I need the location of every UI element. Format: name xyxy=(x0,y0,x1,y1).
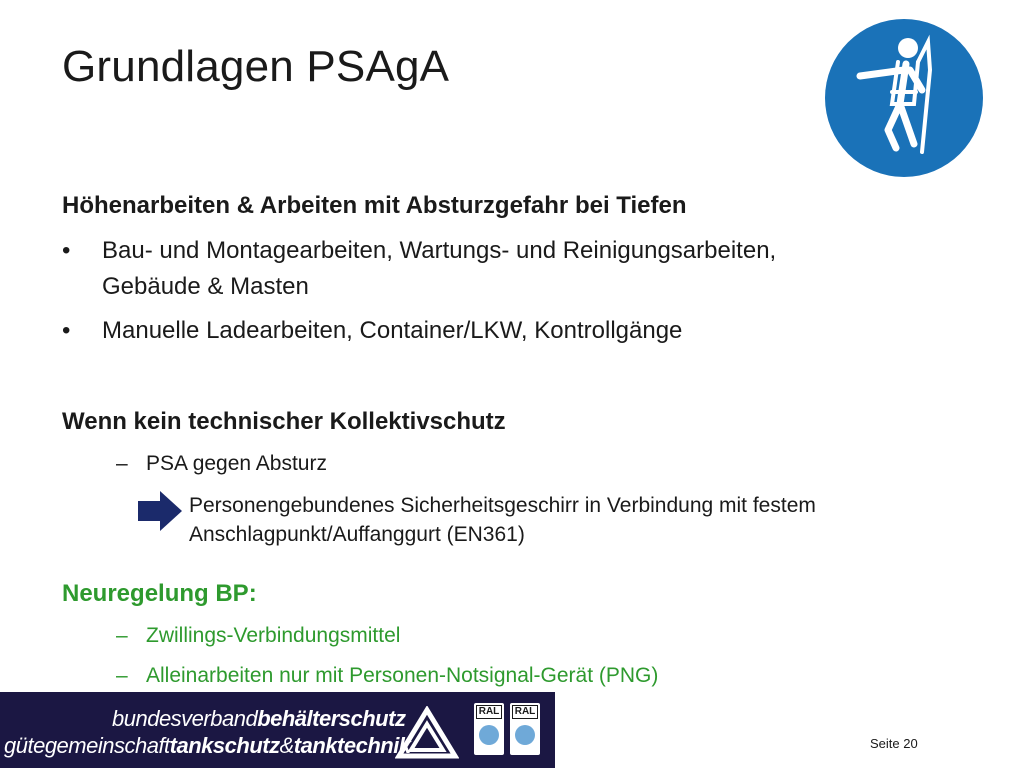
ral-label: RAL xyxy=(512,705,538,719)
section-heading-collective: Wenn kein technischer Kollektivschutz xyxy=(62,408,506,435)
new-rule-item: Alleinarbeiten nur mit Personen-Notsignal-Gerät (PNG) xyxy=(146,664,659,687)
bullet-marker: • xyxy=(62,317,71,344)
bullet-marker: • xyxy=(62,237,71,264)
triangle-logo-icon xyxy=(395,706,459,760)
sub-item-text: PSA gegen Absturz xyxy=(146,452,327,475)
dash-marker: – xyxy=(116,664,128,687)
ral-seal xyxy=(474,703,504,755)
bullet-text: Manuelle Ladearbeiten, Container/LKW, Kontrollgänge xyxy=(102,317,683,344)
footer-bold: tankschutz xyxy=(169,733,280,758)
ral-badge-icon xyxy=(515,725,535,745)
dash-marker: – xyxy=(116,452,128,475)
ral-label: RAL xyxy=(476,705,502,719)
ral-seal xyxy=(510,703,540,755)
section-heading-heights: Höhenarbeiten & Arbeiten mit Absturzgefahr bei Tiefen xyxy=(62,192,687,219)
page-number: Seite 20 xyxy=(870,736,918,751)
dash-marker: – xyxy=(116,624,128,647)
harness-mandatory-sign-icon xyxy=(818,12,990,184)
footer-prefix: gütegemeinschaft xyxy=(4,733,170,758)
arrow-item-text: Personengebundenes Sicherheitsgeschirr in Verbindung mit festem Anschlagpunkt/Auffanggurt (EN361) xyxy=(189,494,816,546)
ral-badge-icon xyxy=(479,725,499,745)
bullet-text: Bau- und Montagearbeiten, Wartungs- und Reinigungsarbeiten, Gebäude & Masten xyxy=(102,237,777,300)
section-heading-new-rule: Neuregelung BP: xyxy=(62,580,257,607)
footer-bold: behälterschutz xyxy=(257,706,406,731)
footer-prefix: bundesverband xyxy=(112,706,258,731)
footer-bold: tanktechnik xyxy=(293,733,411,758)
footer-line-quality xyxy=(4,733,411,759)
new-rule-item: Zwillings-Verbindungsmittel xyxy=(146,624,401,647)
footer-line-association xyxy=(112,706,405,732)
slide-title: Grundlagen PSAgA xyxy=(62,42,450,91)
right-arrow-icon xyxy=(138,491,182,531)
footer-banner xyxy=(0,692,555,768)
footer-amp: & xyxy=(279,733,294,758)
